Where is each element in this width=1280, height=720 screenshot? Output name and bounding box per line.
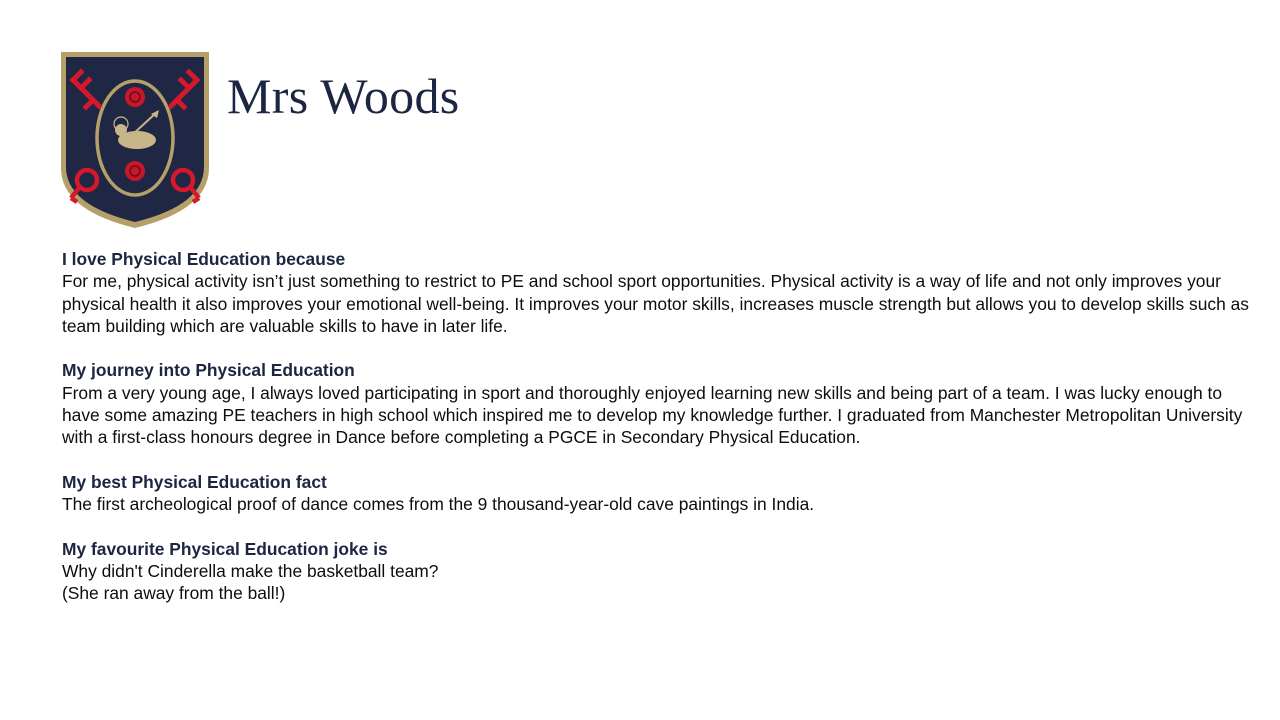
section-heading: My favourite Physical Education joke is xyxy=(62,538,388,559)
section-best-fact xyxy=(62,471,1262,516)
section-favourite-joke xyxy=(62,538,1262,605)
section-journey xyxy=(62,359,1262,448)
page-title: Mrs Woods xyxy=(227,68,460,124)
profile-content xyxy=(62,248,1262,627)
section-text: The first archeological proof of dance comes from the 9 thousand-year-old cave paintings in India. xyxy=(62,494,815,515)
section-text: For me, physical activity isn’t just something to restrict to PE and school sport opportunities. Physical activity is a way of life and not only improves your physical health it also improves your emotional well-being. It improves your motor skills, increases muscle strength but allows you to develop skills such as team building which are valuable skills to have in later life. xyxy=(62,271,1249,336)
joke-answer: (She ran away from the ball!) xyxy=(62,583,286,604)
section-text: From a very young age, I always loved participating in sport and thoroughly enjoyed learning new skills and being part of a team. I was lucky enough to have some amazing PE teachers in high school which inspired me to develop my knowledge further. I graduated from Manchester Metropolitan University with a first-class honours degree in Dance before completing a PGCE in Secondary Physical Education. xyxy=(62,382,1243,448)
section-heading: My journey into Physical Education xyxy=(62,360,355,381)
section-heading: My best Physical Education fact xyxy=(62,471,327,492)
section-love-pe xyxy=(62,248,1262,337)
school-crest-icon xyxy=(59,50,211,230)
joke-question: Why didn't Cinderella make the basketball team? xyxy=(62,561,439,582)
section-heading: I love Physical Education because xyxy=(62,249,346,269)
